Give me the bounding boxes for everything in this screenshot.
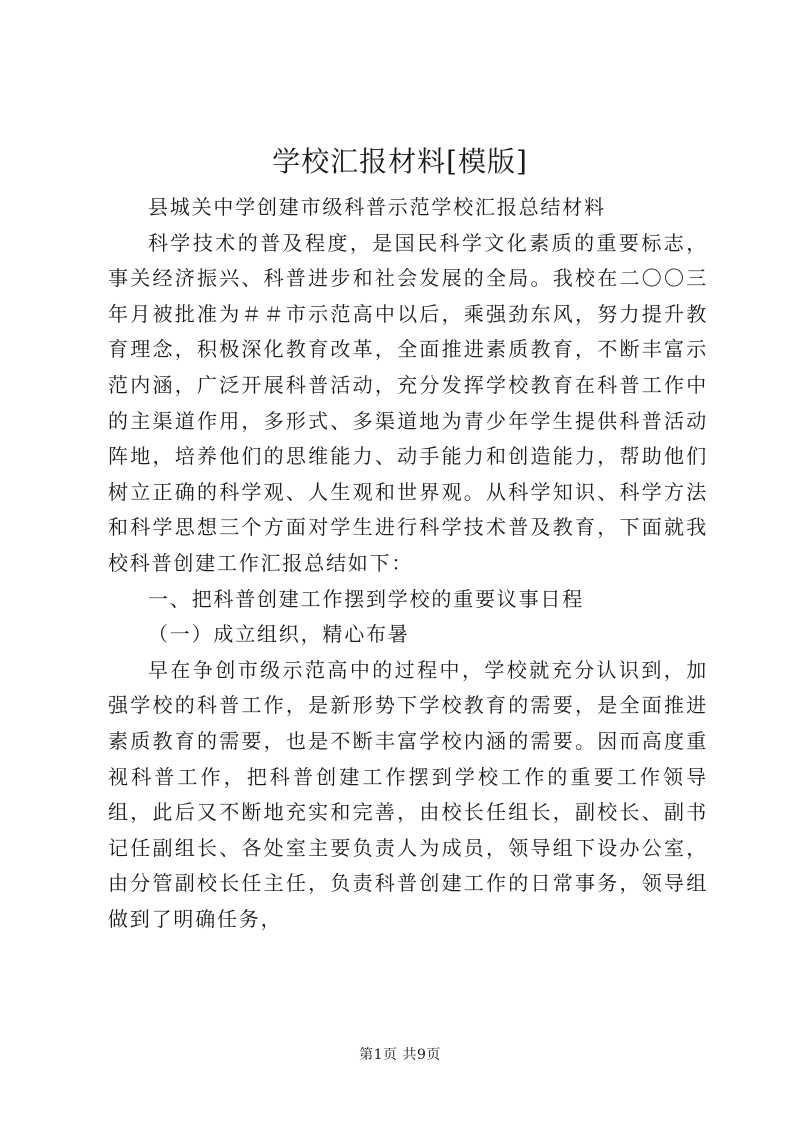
document-title: 学校汇报材料[模版]: [272, 145, 528, 178]
document-subtitle: 县城关中学创建市级科普示范学校汇报总结材料: [148, 195, 606, 219]
page-footer: 第1页 共9页: [359, 1047, 441, 1063]
document-body: [108, 190, 708, 937]
section-heading: 一、把科普创建工作摆到学校的重要议事日程: [148, 586, 584, 611]
intro-paragraph: 科学技术的普及程度，是国民科学文化素质的重要标志，事关经济振兴、科普进步和社会发展的全局。我校在二〇〇三年月被批准为＃＃市示范高中以后，乘强劲东风，努力提升教育理念，积极深化教育改革，全面推进素质教育，不断丰富示范内涵，广泛开展科普活动，充分发挥学校教育在科普工作中的主渠道作用，多形式、多渠道地为青少年学生提供科普活动阵地，培养他们的思维能力、动手能力和创造能力，帮助他们树立正确的科学观、人生观和世界观。从科学知识、科学方法和科学思想三个方面对学生进行科学技术普及教育，下面就我校科普创建工作汇报总结如下：: [108, 230, 708, 575]
subsection-heading: （一）成立组织，精心布暑: [148, 622, 410, 647]
body-paragraph: 早在争创市级示范高中的过程中，学校就充分认识到，加强学校的科普工作，是新形势下学校教育的需要，是全面推进素质教育的需要，也是不断丰富学校内涵的需要。因而高度重视科普工作，把科普创建工作摆到学校工作的重要工作领导组，此后又不断地充实和完善，由校长任组长，副校长、副书记任副组长、各处室主要负责人为成员，领导组下设办公室，由分管副校长任主任，负责科普创建工作的日常事务，领导组做到了明确任务，: [108, 657, 708, 931]
